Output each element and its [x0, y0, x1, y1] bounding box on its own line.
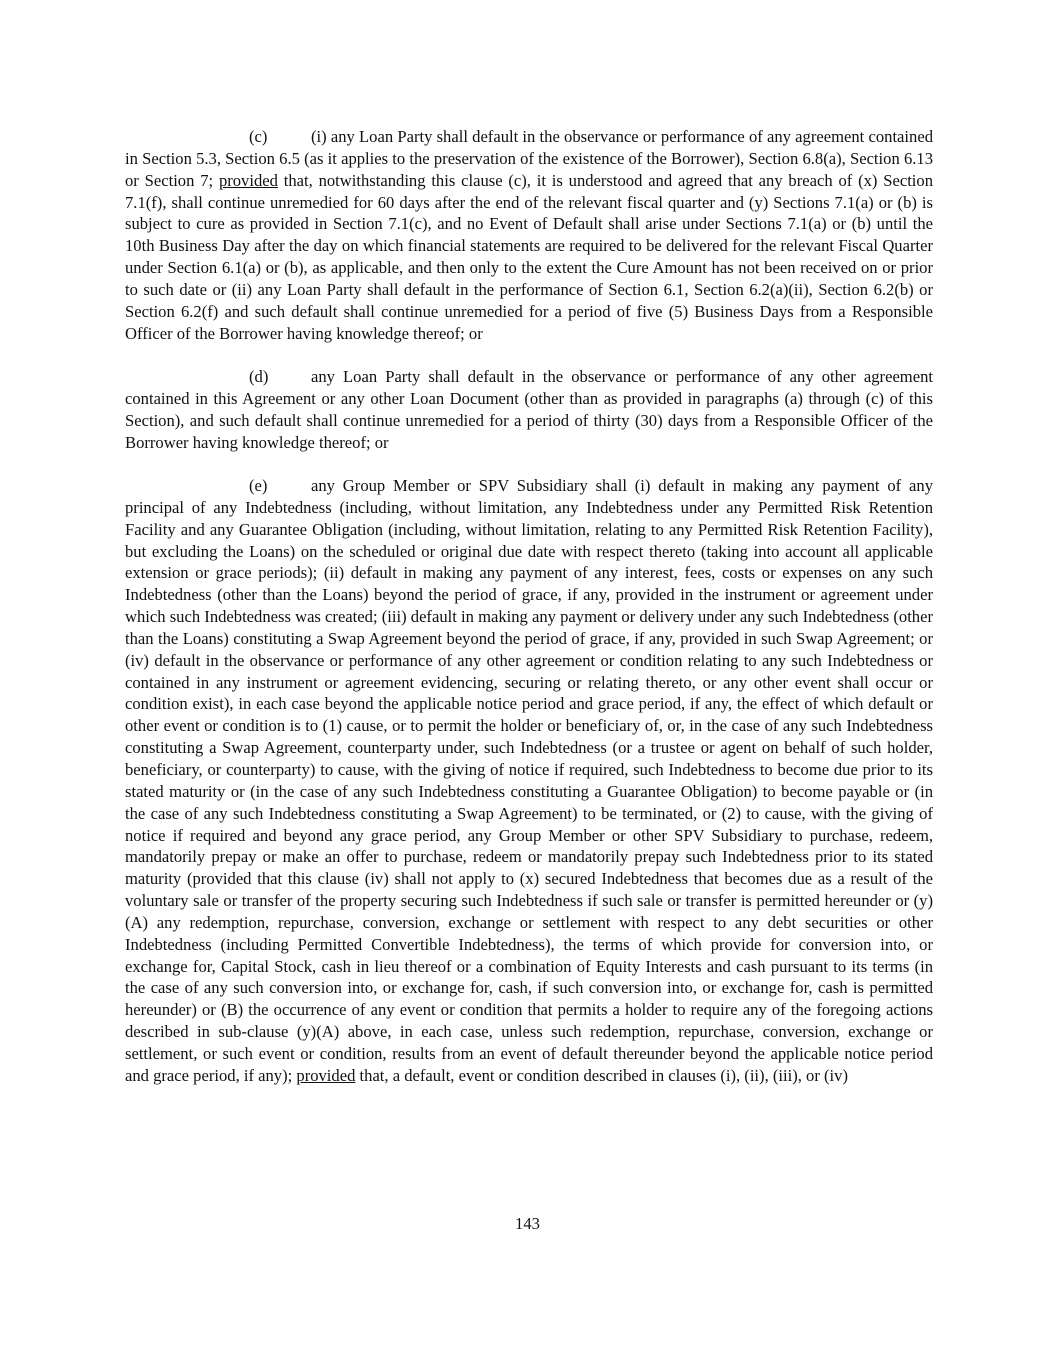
paragraph-d-text: any Loan Party shall default in the observance or performance of any other agreement contained in this Agreement or any other Loan Document (other than as provided in paragraphs (a) through (c) of this Section), and such default shall continue unremedied for a period of thirty (30) days from a Responsible Officer of the Borrower having knowledge thereof; or [125, 367, 933, 452]
paragraph-e [125, 475, 933, 1087]
paragraph-c-text-2: that, notwithstanding this clause (c), it is understood and agreed that any breach of (x) Section 7.1(f), shall continue unremedied for 60 days after the end of the relevant fiscal quarter and (y) Sections 7.1(a) or (b) is subject to cure as provided in Section 7.1(c), and no Event of Default shall arise under Sections 7.1(a) or (b) until the 10th Business Day after the day on which financial statements are required to be delivered for the relevant Fiscal Quarter under Section 6.1(a) or (b), as applicable, and then only to the extent the Cure Amount has not been received on or prior to such date or (ii) any Loan Party shall default in the performance of Section 6.1, Section 6.2(a)(ii), Section 6.2(b) or Section 6.2(f) and such default shall continue unremedied for a period of five (5) Business Days from a Responsible Officer of the Borrower having knowledge thereof; or [125, 170, 934, 343]
document-body [125, 126, 933, 1108]
paragraph-c-text-1: (i) any Loan Party shall default in the observance or performance of any agreement contained in Section 5.3, Section 6.5 (as it applies to the preservation of the existence of the Borrower), Section 6.8(a), Section 6.13 or Section 7; [125, 127, 933, 190]
clause-label-c: (c) [249, 127, 268, 146]
clause-label-e: (e) [249, 476, 268, 495]
provided-emphasis-c: provided [218, 170, 278, 190]
paragraph-e-text-2: that, a default, event or condition described in clauses (i), (ii), (iii), or (iv) [355, 1065, 848, 1085]
paragraph-c [125, 126, 933, 344]
paragraph-e-text-1: any Group Member or SPV Subsidiary shall (i) default in making any payment of any principal of any Indebtedness (including, without limitation, any Indebtedness under any Permitted Risk Retention Facility and any Guarantee Obligation (including, without limitation, relating to any Permitted Risk Retention Facility), but excluding the Loans) on the scheduled or original due date with respect thereto (taking into account all applicable extension or grace periods); (ii) default in making any payment of any interest, fees, costs or expenses on any such Indebtedness (other than the Loans) beyond the period of grace, if any, provided in the instrument or agreement under which such Indebtedness was created; (iii) default in making any payment or delivery under any such Indebtedness (other than the Loans) constituting a Swap Agreement beyond the period of grace, if any, provided in such Swap Agreement; or (iv) default in the observance or performance of any other agreement or condition relating to any such Indebtedness or contained in any instrument or agreement evidencing, securing or relating thereto, or any other event shall occur or condition exist), in each case beyond the applicable notice period and grace period, if any, the effect of which default or other event or condition is to (1) cause, or to permit the holder or beneficiary of, or, in the case of any such Indebtedness constituting a Swap Agreement, counterparty under, such Indebtedness (or a trustee or agent on behalf of such holder, beneficiary, or counterparty) to cause, with the giving of notice if required, such Indebtedness to become due prior to its stated maturity or (in the case of any such Indebtedness constituting a Guarantee Obligation) to become payable or (in the case of any such Indebtedness constituting a Swap Agreement) to be terminated, or (2) to cause, with the giving of notice if required and beyond any grace period, any Group Member or other SPV Subsidiary to purchase, redeem, mandatorily prepay or make an offer to purchase, redeem or mandatorily prepay such Indebtedness prior to its stated maturity (provided that this clause (iv) shall not apply to (x) secured Indebtedness that becomes due as a result of the voluntary sale or transfer of the property securing such Indebtedness if such sale or transfer is permitted hereunder or (y)(A) any redemption, repurchase, conversion, exchange or settlement with respect to any debt securities or other Indebtedness (including Permitted Convertible Indebtedness), the terms of which provide for conversion into, or exchange for, Capital Stock, cash in lieu thereof or a combination of Equity Interests and cash pursuant to its terms (in the case of any such conversion into, or exchange for, cash, if such conversion into, or exchange for, cash is permitted hereunder) or (B) the occurrence of any event or condition that permits a holder to require any of the foregoing actions described in sub-clause (y)(A) above, in each case, unless such redemption, repurchase, conversion, exchange or settlement, or such event or condition, results from an event of default thereunder beyond the applicable notice period and grace period, if any); [125, 476, 933, 1085]
paragraph-d [125, 366, 933, 453]
clause-label-d: (d) [249, 367, 269, 387]
provided-emphasis-e: provided [296, 1065, 356, 1085]
page-number: 143 [515, 1214, 540, 1233]
